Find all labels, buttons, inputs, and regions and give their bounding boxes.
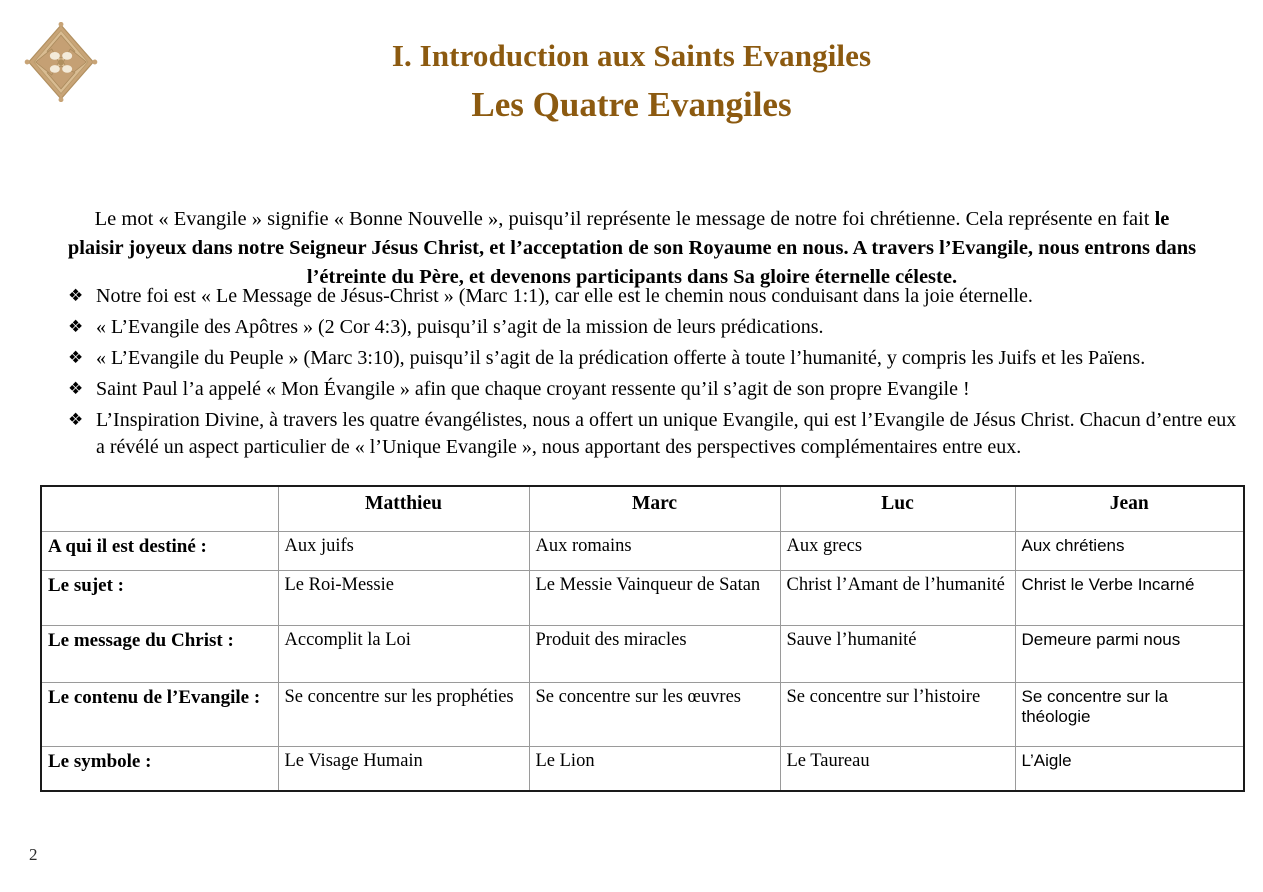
table-cell-marc: Produit des miracles — [529, 626, 780, 683]
table-cell-jean: Demeure parmi nous — [1015, 626, 1244, 683]
table-cell-marc: Aux romains — [529, 532, 780, 571]
table-cell-matthieu: Accomplit la Loi — [278, 626, 529, 683]
table-row-label: A qui il est destiné : — [41, 532, 278, 571]
table-row-label: Le message du Christ : — [41, 626, 278, 683]
diamond-bullet-icon: ❖ — [68, 317, 84, 337]
table-cell-marc: Le Messie Vainqueur de Satan — [529, 571, 780, 626]
table-cell-jean: L’Aigle — [1015, 747, 1244, 792]
list-item-text: « L’Evangile des Apôtres » (2 Cor 4:3), puisqu’il s’agit de la mission de leurs prédications. — [96, 316, 824, 338]
intro-paragraph — [66, 205, 1198, 292]
list-item — [68, 314, 1238, 341]
table-row-label: Le contenu de l’Evangile : — [41, 683, 278, 747]
page-title: I. Introduction aux Saints Evangiles — [391, 38, 872, 73]
page-title-block — [0, 36, 1263, 128]
page-number: 2 — [29, 845, 38, 864]
bullet-list — [68, 283, 1238, 465]
list-item — [68, 407, 1238, 460]
list-item-text: Saint Paul l’a appelé « Mon Évangile » afin que chaque croyant ressente qu’il s’agit de son propre Evangile ! — [96, 378, 970, 400]
table-cell-matthieu: Le Visage Humain — [278, 747, 529, 792]
list-item-text: Notre foi est « Le Message de Jésus-Christ » (Marc 1:1), car elle est le chemin nous conduisant dans la joie éternelle. — [96, 285, 1033, 307]
page-subtitle: Les Quatre Evangiles — [471, 85, 792, 124]
table-cell-luc: Sauve l’humanité — [780, 626, 1015, 683]
table-row-label: Le symbole : — [41, 747, 278, 792]
table-header-blank — [41, 486, 278, 532]
list-item — [68, 376, 1238, 403]
diamond-bullet-icon: ❖ — [68, 348, 84, 368]
table-cell-luc: Se concentre sur l’histoire — [780, 683, 1015, 747]
table-row — [41, 747, 1244, 792]
diamond-bullet-icon: ❖ — [68, 410, 84, 430]
table-row-label: Le sujet : — [41, 571, 278, 626]
table-row — [41, 683, 1244, 747]
table-cell-luc: Aux grecs — [780, 532, 1015, 571]
table-header-jean: Jean — [1015, 486, 1244, 532]
table-cell-matthieu: Se concentre sur les prophéties — [278, 683, 529, 747]
table-cell-luc: Christ l’Amant de l’humanité — [780, 571, 1015, 626]
list-item-text: L’Inspiration Divine, à travers les quatre évangélistes, nous a offert un unique Evangile, qui est l’Evangile de Jésus Christ. Chacun d’entre eux a révélé un aspect particulier de « l’Unique Evangile », nous apportant des perspectives complémentaires entre eux. — [96, 409, 1237, 458]
list-item — [68, 283, 1238, 310]
table-cell-marc: Se concentre sur les œuvres — [529, 683, 780, 747]
table-header-row — [41, 486, 1244, 532]
table-cell-jean: Christ le Verbe Incarné — [1015, 571, 1244, 626]
intro-bold-text: le plaisir joyeux dans notre Seigneur Jésus Christ, et l’acceptation de son Royaume en nous. A travers l’Evangile, nous entrons dans l’étreinte du Père, et devenons participants dans Sa gloire éternelle céleste. — [67, 207, 1197, 288]
intro-normal-text: Le mot « Evangile » signifie « Bonne Nouvelle », puisqu’il représente le message de notre foi chrétienne. Cela représente en fait — [94, 207, 1155, 230]
gospels-comparison-table-wrapper — [40, 485, 1243, 792]
table-header-marc: Marc — [529, 486, 780, 532]
table-cell-matthieu: Le Roi-Messie — [278, 571, 529, 626]
table-cell-matthieu: Aux juifs — [278, 532, 529, 571]
table-cell-luc: Le Taureau — [780, 747, 1015, 792]
diamond-bullet-icon: ❖ — [68, 286, 84, 306]
table-header-luc: Luc — [780, 486, 1015, 532]
table-header-matthieu: Matthieu — [278, 486, 529, 532]
gospels-comparison-table — [40, 485, 1245, 792]
table-row — [41, 532, 1244, 571]
list-item-text: « L’Evangile du Peuple » (Marc 3:10), puisqu’il s’agit de la prédication offerte à toute l’humanité, y compris les Juifs et les Païens. — [96, 347, 1146, 369]
table-row — [41, 626, 1244, 683]
diamond-bullet-icon: ❖ — [68, 379, 84, 399]
table-cell-jean: Aux chrétiens — [1015, 532, 1244, 571]
table-cell-jean: Se concentre sur la théologie — [1015, 683, 1244, 747]
list-item — [68, 345, 1238, 372]
table-row — [41, 571, 1244, 626]
table-cell-marc: Le Lion — [529, 747, 780, 792]
